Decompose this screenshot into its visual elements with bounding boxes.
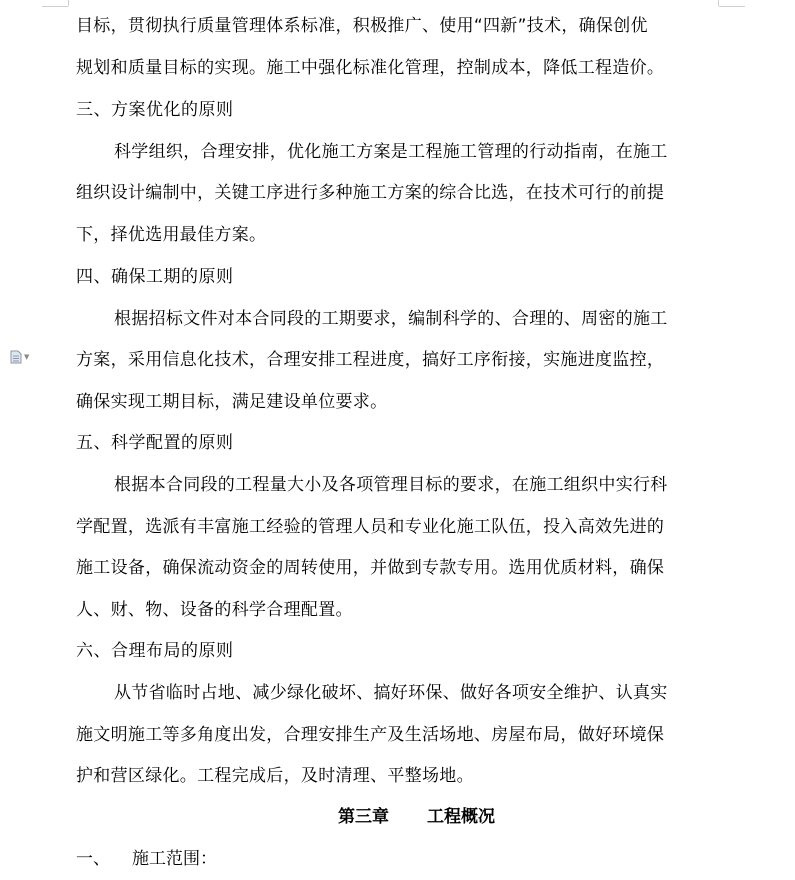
paragraph-text-line: 规划和质量目标的实现。施工中强化标准化管理，控制成本，降低工程造价。 bbox=[76, 58, 665, 78]
chapter-number: 第三章 bbox=[338, 807, 389, 827]
paragraph-text-line: 确保实现工期目标，满足建设单位要求。 bbox=[76, 392, 388, 412]
paragraph-text-line: 方案，采用信息化技术，合理安排工程进度，搞好工序衔接，实施进度监控， bbox=[76, 350, 665, 370]
crop-mark-left bbox=[68, 0, 69, 6]
paragraph-text-line: 护和营区绿化。工程完成后，及时清理、平整场地。 bbox=[76, 766, 474, 786]
subsection-title: 施工范围： bbox=[132, 849, 217, 869]
subsection-heading bbox=[76, 848, 217, 870]
subsection-number: 一、 bbox=[76, 849, 110, 869]
paragraph-text-line: 组织设计编制中，关键工序进行多种施工方案的综合比选，在技术可行的前提 bbox=[76, 183, 665, 203]
paragraph-text-line: 根据本合同段的工程量大小及各项管理目标的要求，在施工组织中实行科 bbox=[114, 475, 668, 495]
paragraph-options-button[interactable] bbox=[10, 350, 36, 364]
paragraph-text-line: 施文明施工等多角度出发，合理安排生产及生活场地、房屋布局，做好环境保 bbox=[76, 725, 665, 745]
paragraph-text-line: 施工设备，确保流动资金的周转使用，并做到专款专用。选用优质材料，确保 bbox=[76, 558, 665, 578]
document-icon bbox=[10, 350, 22, 364]
paragraph-text-line: 科学组织，合理安排，优化施工方案是工程施工管理的行动指南，在施工 bbox=[114, 142, 668, 162]
paragraph-text-line: 目标，贯彻执行质量管理体系标准，积极推广、使用“四新”技术，确保创优 bbox=[76, 16, 648, 36]
chapter-title: 工程概况 bbox=[427, 807, 495, 827]
section-heading-5: 五、科学配置的原则 bbox=[76, 433, 234, 453]
chevron-down-icon: ▼ bbox=[24, 353, 30, 361]
paragraph-text-line: 根据招标文件对本合同段的工期要求，编制科学的、合理的、周密的施工 bbox=[114, 309, 668, 329]
crop-mark-left-h bbox=[42, 6, 68, 7]
crop-mark-right-h bbox=[719, 6, 745, 7]
paragraph-text-line: 人、财、物、设备的科学合理配置。 bbox=[76, 600, 353, 620]
paragraph-text-line: 从节省临时占地、减少绿化破坏、搞好环保、做好各项安全维护、认真实 bbox=[114, 683, 668, 703]
section-heading-4: 四、确保工期的原则 bbox=[76, 267, 234, 287]
section-heading-3: 三、方案优化的原则 bbox=[76, 100, 234, 120]
chapter-heading bbox=[338, 806, 495, 828]
paragraph-text-line: 下，择优选用最佳方案。 bbox=[76, 225, 267, 245]
paragraph-text-line: 学配置，选派有丰富施工经验的管理人员和专业化施工队伍，投入高效先进的 bbox=[76, 517, 665, 537]
section-heading-6: 六、合理布局的原则 bbox=[76, 641, 234, 661]
